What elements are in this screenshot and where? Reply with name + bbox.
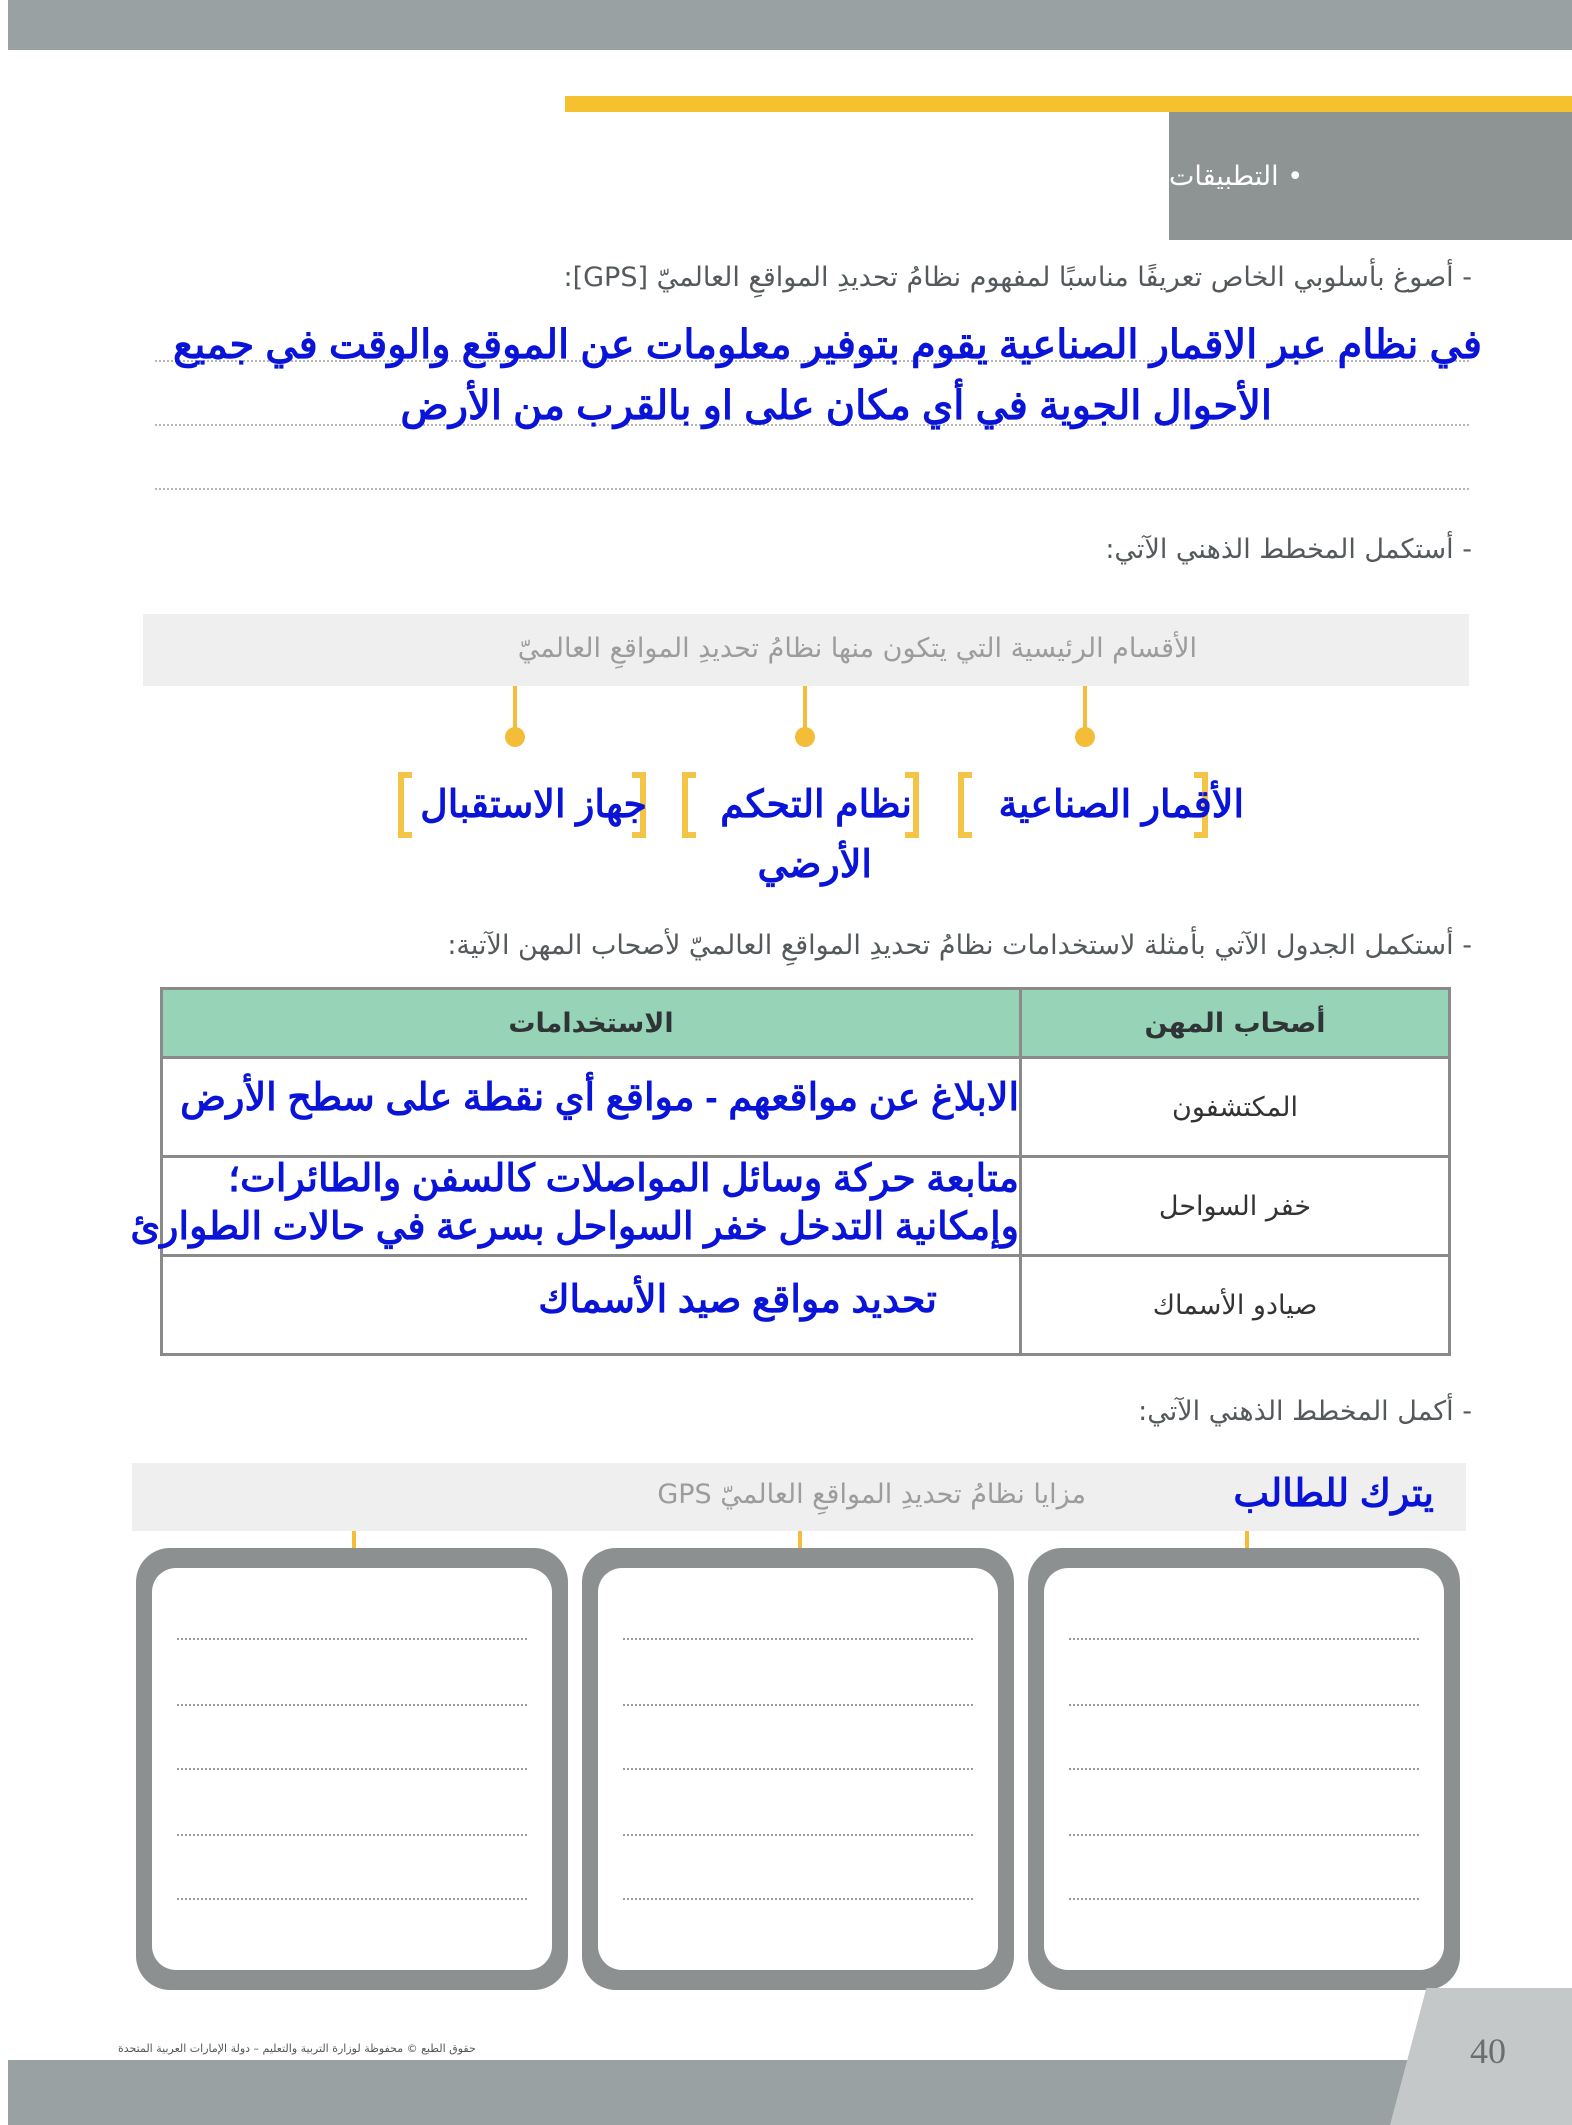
q4-banner [132, 1463, 1466, 1531]
advantage-card [136, 1548, 568, 1990]
header-uses: الاستخدامات [162, 989, 1021, 1058]
write-line [177, 1704, 527, 1706]
profession-cell: المكتشفون [1021, 1058, 1450, 1157]
table-row [162, 1157, 1450, 1256]
write-line [1069, 1898, 1419, 1900]
write-line [623, 1898, 973, 1900]
accent-line [565, 96, 1572, 112]
write-line [177, 1638, 527, 1640]
uses-cell [130, 1157, 1021, 1256]
write-line [1069, 1834, 1419, 1836]
q1-prompt: - أصوغ بأسلوبي الخاص تعريفًا مناسبًا لمفهوم نظامُ تحديدِ المواقعِ العالميّ [GPS]: [563, 262, 1472, 293]
section-title: • التطبيقات [1169, 160, 1304, 192]
uses-cell [162, 1256, 1021, 1355]
uses-text: وإمكانية التدخل خفر السواحل بسرعة في حالات الطوارئ [130, 1206, 1019, 1248]
write-line [177, 1768, 527, 1770]
q4-banner-text: مزايا نظامُ تحديدِ المواقعِ العالميّ GPS [657, 1479, 1086, 1510]
q3-prompt: - أستكمل الجدول الآتي بأمثلة لاستخدامات نظامُ تحديدِ المواقعِ العالميّ لأصحاب المهن الآتية: [447, 930, 1472, 961]
write-line [1069, 1704, 1419, 1706]
q2-prompt: - أستكمل المخطط الذهني الآتي: [1105, 534, 1472, 565]
q1-answer-line-2: الأحوال الجوية في أي مكان على او بالقرب من الأرض [400, 384, 1272, 428]
part-control-system: نظام التحكم [720, 784, 912, 826]
uses-table [130, 987, 1451, 1356]
q2-banner [143, 614, 1469, 686]
advantage-card-body [152, 1568, 552, 1970]
page-number: 40 [1470, 2031, 1506, 2071]
table-header-row [162, 989, 1450, 1058]
advantage-card [582, 1548, 1014, 1990]
q1-answer-line-1: في نظام عبر الاقمار الصناعية يقوم بتوفير معلومات عن الموقع والوقت في جميع [172, 323, 1482, 367]
uses-text: متابعة حركة وسائل المواصلات كالسفن والطائرات؛ [227, 1158, 1019, 1200]
advantage-card-body [598, 1568, 998, 1970]
advantage-card [1028, 1548, 1460, 1990]
connector-dot [795, 727, 815, 747]
uses-text: تحديد مواقع صيد الأسماك [538, 1279, 937, 1321]
q4-prompt: - أكمل المخطط الذهني الآتي: [1138, 1396, 1472, 1427]
connector-dot [505, 727, 525, 747]
section-header [1169, 112, 1572, 240]
profession-cell: صيادو الأسماك [1021, 1256, 1450, 1355]
footer-band [8, 2060, 1572, 2125]
table-row [162, 1058, 1450, 1157]
connector-dot [1075, 727, 1095, 747]
advantage-card-body [1044, 1568, 1444, 1970]
part-control-ground: الأرضي [757, 844, 872, 886]
profession-cell: خفر السواحل [1021, 1157, 1450, 1256]
header-professions: أصحاب المهن [1021, 989, 1450, 1058]
write-line [623, 1768, 973, 1770]
uses-cell [162, 1058, 1021, 1157]
write-line [177, 1898, 527, 1900]
uses-text: الابلاغ عن مواقعهم - مواقع أي نقطة على سطح الأرض [180, 1077, 1019, 1119]
q4-note: يترك للطالب [1233, 1473, 1434, 1515]
write-line [623, 1704, 973, 1706]
part-satellites: الأقمار الصناعية [998, 784, 1244, 826]
q2-banner-text: الأقسام الرئيسية التي يتكون منها نظامُ تحديدِ المواقعِ العالميّ [517, 633, 1197, 664]
write-line [177, 1834, 527, 1836]
table-row [162, 1256, 1450, 1355]
write-line [1069, 1768, 1419, 1770]
answer-line-3 [155, 488, 1469, 490]
bracket-left [682, 772, 696, 838]
bracket-left [958, 772, 972, 838]
copyright-notice: حقوق الطبع © محفوظة لوزارة التربية والتعليم – دولة الإمارات العربية المتحدة [118, 2042, 476, 2055]
write-line [1069, 1638, 1419, 1640]
top-bar [8, 0, 1572, 50]
write-line [623, 1834, 973, 1836]
write-line [623, 1638, 973, 1640]
bracket-left [398, 772, 412, 838]
part-receiver: جهاز الاستقبال [420, 784, 647, 826]
